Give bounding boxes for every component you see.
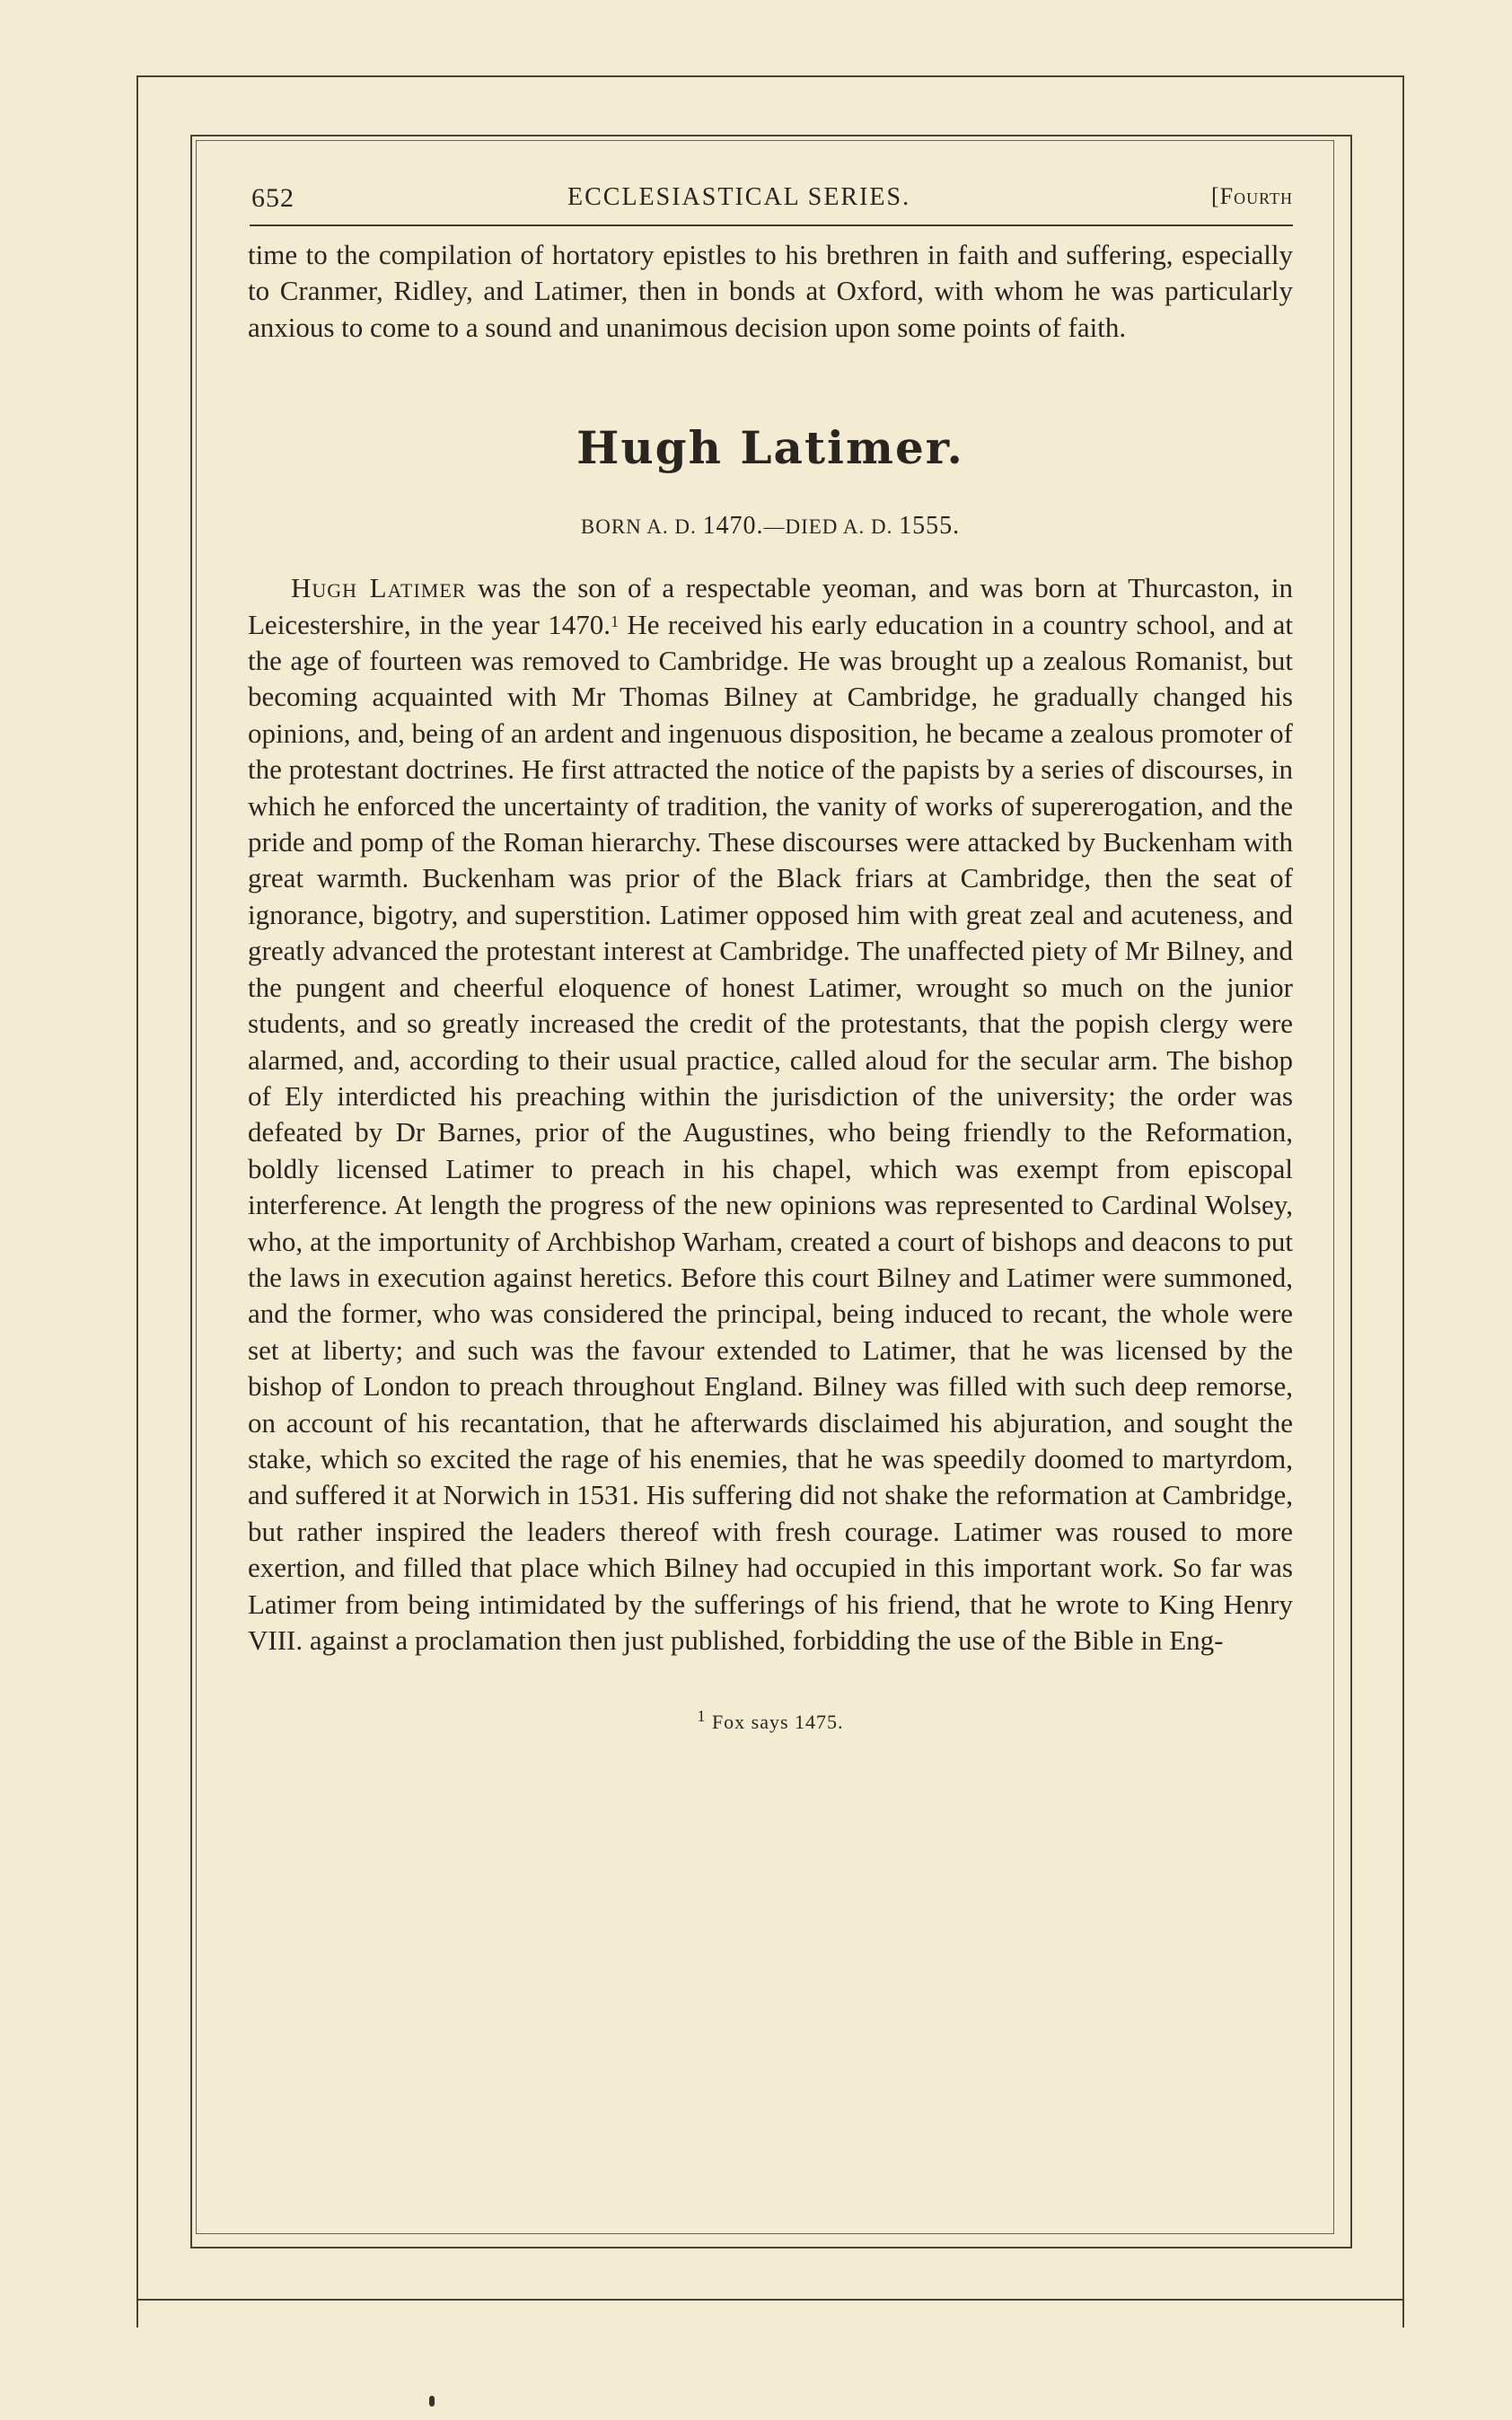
footnote-reference: 1 (611, 612, 620, 630)
name-lead: Hugh Latimer (291, 572, 467, 604)
died-label: —DIED A. D. (763, 515, 893, 539)
footnote-mark: 1 (697, 1707, 707, 1726)
page-content (248, 171, 1293, 1734)
footnote (248, 1707, 1293, 1734)
ink-speck (429, 2396, 435, 2407)
page-number: 652 (251, 183, 294, 213)
part-label: [Fourth (1210, 183, 1293, 209)
article-title: Hugh Latimer. (576, 421, 964, 475)
series-title: ECCLESIASTICAL SERIES. (567, 183, 911, 211)
footnote-text: Fox says 1475. (706, 1711, 844, 1734)
born-year: 1470. (702, 512, 764, 541)
header-rule (250, 224, 1293, 226)
body-text-part-1: was the son of a respectable yeoman, and was born at Thurcaston, in Leicestershire, in the year 1470. (248, 572, 1293, 640)
article-body (248, 570, 1293, 1659)
running-header (248, 171, 1293, 224)
body-text-part-2: He received his early education in a country school, and at the age of fourteen was removed to Cambridge. He was brought up a zealous Romanist, but becoming acquainted with Mr Thomas Bilney at Cambridge, he gradually changed his opinions, and, being of an ardent and ingenuous disposition, he became a zealous promoter of the protestant doctrines. He first attracted the notice of the papists by a series of discourses, in which he enforced the uncertainty of tradition, the vanity of works of supererogation, and the pride and pomp of the Roman hierarchy. These discourses were attacked by Buckenham with great warmth. Buckenham was prior of the Black friars at Cambridge, then the seat of ignorance, bigotry, and superstition. Latimer opposed him with great zeal and acuteness, and greatly advanced the protestant interest at Cambridge. The unaffected piety of Mr Bilney, and the pungent and cheerful eloquence of honest Latimer, wrought so much on the junior students, and so greatly increased the credit of the protestants, that the popish clergy were alarmed, and, according to their usual practice, called aloud for the secular arm. The bishop of Ely interdicted his preaching within the jurisdiction of the university; the order was defeated by Dr Barnes, prior of the Augustines, who being friendly to the Reformation, boldly licensed Latimer to preach in his chapel, which was exempt from episcopal interference. At length the progress of the new opinions was represented to Cardinal Wolsey, who, at the importunity of Archbishop Warham, created a court of bishops and deacons to put the laws in execution against heretics. Before this court Bilney and Latimer were summoned, and the former, who was considered the principal, being induced to recant, the whole were set at liberty; and such was the favour extended to Latimer, that he was licensed by the bishop of London to preach throughout England. Bilney was filled with such deep remorse, on account of his recantation, that he afterwards disclaimed his abjuration, and sought the stake, which so excited the rage of his enemies, that he was speedily doomed to martyrdom, and suffered it at Norwich in 1531. His suffering did not shake the reformation at Cambridge, but rather inspired the leaders thereof with fresh courage. Latimer was roused to more exertion, and filled that place which Bilney had occupied in this important work. So far was Latimer from being intimidated by the sufferings of his friend, that he wrote to King Henry VIII. against a proclamation then just published, forbidding the use of the Bible in Eng- (248, 608, 1294, 1656)
life-dates (248, 513, 1293, 540)
born-label: BORN A. D. (580, 515, 697, 539)
died-year: 1555. (899, 512, 961, 541)
opening-paragraph: time to the compilation of hortatory epistles to his brethren in faith and suffering, especially to Cranmer, Ridley, and Latimer, then in bonds at Oxford, with whom he was particularly anxious to come to a sound and unanimous decision upon some points of faith. (248, 239, 1293, 343)
outer-bottom-rule (136, 2299, 1402, 2301)
